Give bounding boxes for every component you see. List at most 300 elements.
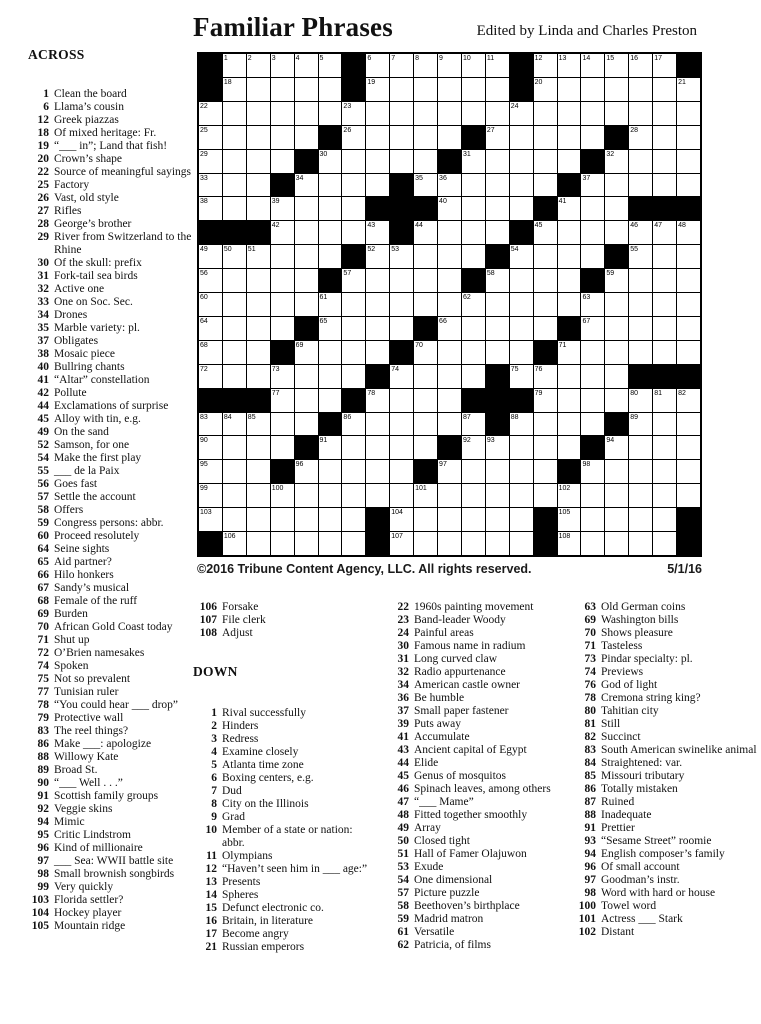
grid-cell[interactable] [438, 293, 461, 316]
grid-cell[interactable] [319, 389, 342, 412]
clue-item[interactable] [28, 192, 194, 205]
grid-cell[interactable] [366, 221, 389, 244]
grid-cell[interactable] [558, 508, 581, 531]
clue-item[interactable] [572, 692, 760, 705]
grid-cell[interactable] [629, 508, 652, 531]
grid-cell[interactable] [414, 293, 437, 316]
grid-cell[interactable] [199, 150, 222, 173]
grid-cell[interactable] [247, 102, 270, 125]
grid-cell[interactable] [653, 269, 676, 292]
clue-item[interactable] [572, 640, 760, 653]
grid-cell[interactable] [295, 293, 318, 316]
clue-item[interactable] [28, 270, 194, 283]
clue-item[interactable] [28, 595, 194, 608]
grid-cell[interactable] [677, 269, 700, 292]
grid-cell[interactable] [605, 341, 628, 364]
grid-cell[interactable] [558, 78, 581, 101]
grid-cell[interactable] [462, 413, 485, 436]
grid-cell[interactable] [486, 484, 509, 507]
grid-cell[interactable] [247, 150, 270, 173]
grid-cell[interactable] [199, 174, 222, 197]
grid-cell[interactable] [534, 317, 557, 340]
clue-item[interactable] [193, 863, 378, 876]
clue-item[interactable] [28, 803, 194, 816]
grid-cell[interactable] [223, 174, 246, 197]
grid-cell[interactable] [581, 78, 604, 101]
grid-cell[interactable] [390, 508, 413, 531]
clue-item[interactable] [385, 679, 567, 692]
grid-cell[interactable] [390, 78, 413, 101]
grid-cell[interactable] [605, 269, 628, 292]
grid-cell[interactable] [414, 341, 437, 364]
grid-cell[interactable] [223, 317, 246, 340]
grid-cell[interactable] [366, 150, 389, 173]
clue-item[interactable] [385, 822, 567, 835]
clue-item[interactable] [193, 876, 378, 889]
clue-item[interactable] [28, 543, 194, 556]
grid-cell[interactable] [414, 245, 437, 268]
clue-item[interactable] [28, 387, 194, 400]
clue-item[interactable] [28, 452, 194, 465]
grid-cell[interactable] [677, 413, 700, 436]
grid-cell[interactable] [438, 245, 461, 268]
grid-cell[interactable] [486, 436, 509, 459]
clue-item[interactable] [28, 868, 194, 881]
grid-cell[interactable] [653, 317, 676, 340]
clue-item[interactable] [28, 556, 194, 569]
clue-item[interactable] [28, 673, 194, 686]
grid-cell[interactable] [319, 532, 342, 555]
clue-item[interactable] [385, 757, 567, 770]
clue-item[interactable] [385, 796, 567, 809]
grid-cell[interactable] [510, 508, 533, 531]
clue-item[interactable] [28, 205, 194, 218]
clue-item[interactable] [28, 153, 194, 166]
grid-cell[interactable] [342, 341, 365, 364]
grid-cell[interactable] [199, 197, 222, 220]
grid-cell[interactable] [677, 293, 700, 316]
grid-cell[interactable] [342, 102, 365, 125]
grid-cell[interactable] [342, 317, 365, 340]
grid-cell[interactable] [271, 197, 294, 220]
clue-item[interactable] [28, 283, 194, 296]
grid-cell[interactable] [486, 341, 509, 364]
grid-cell[interactable] [462, 436, 485, 459]
clue-item[interactable] [385, 692, 567, 705]
grid-cell[interactable] [653, 221, 676, 244]
grid-cell[interactable] [199, 317, 222, 340]
clue-item[interactable] [28, 166, 194, 179]
grid-cell[interactable] [629, 341, 652, 364]
grid-cell[interactable] [629, 317, 652, 340]
grid-cell[interactable] [605, 102, 628, 125]
grid-cell[interactable] [414, 532, 437, 555]
clue-item[interactable] [572, 900, 760, 913]
grid-cell[interactable] [534, 269, 557, 292]
grid-cell[interactable] [319, 341, 342, 364]
grid-cell[interactable] [462, 78, 485, 101]
grid-cell[interactable] [319, 174, 342, 197]
clue-item[interactable] [193, 928, 378, 941]
grid-cell[interactable] [414, 365, 437, 388]
grid-cell[interactable] [558, 269, 581, 292]
grid-cell[interactable] [462, 54, 485, 77]
grid-cell[interactable] [271, 436, 294, 459]
clue-item[interactable] [385, 666, 567, 679]
grid-cell[interactable] [558, 126, 581, 149]
clue-item[interactable] [28, 530, 194, 543]
clue-item[interactable] [385, 861, 567, 874]
clue-item[interactable] [28, 764, 194, 777]
grid-cell[interactable] [271, 150, 294, 173]
grid-cell[interactable] [653, 293, 676, 316]
grid-cell[interactable] [366, 269, 389, 292]
grid-cell[interactable] [342, 293, 365, 316]
grid-cell[interactable] [605, 221, 628, 244]
clue-item[interactable] [193, 798, 378, 811]
grid-cell[interactable] [510, 150, 533, 173]
grid-cell[interactable] [558, 389, 581, 412]
grid-cell[interactable] [390, 460, 413, 483]
grid-cell[interactable] [462, 365, 485, 388]
clue-item[interactable] [28, 335, 194, 348]
grid-cell[interactable] [247, 532, 270, 555]
clue-item[interactable] [28, 686, 194, 699]
clue-item[interactable] [28, 88, 194, 101]
grid-cell[interactable] [677, 221, 700, 244]
grid-cell[interactable] [271, 126, 294, 149]
grid-cell[interactable] [414, 102, 437, 125]
grid-cell[interactable] [581, 341, 604, 364]
clue-item[interactable] [193, 915, 378, 928]
grid-cell[interactable] [677, 341, 700, 364]
grid-cell[interactable] [271, 78, 294, 101]
grid-cell[interactable] [677, 150, 700, 173]
clue-item[interactable] [28, 296, 194, 309]
grid-cell[interactable] [438, 508, 461, 531]
grid-cell[interactable] [534, 293, 557, 316]
clue-item[interactable] [28, 660, 194, 673]
grid-cell[interactable] [558, 293, 581, 316]
grid-cell[interactable] [223, 508, 246, 531]
grid-cell[interactable] [295, 532, 318, 555]
grid-cell[interactable] [199, 484, 222, 507]
grid-cell[interactable] [581, 532, 604, 555]
grid-cell[interactable] [653, 460, 676, 483]
grid-cell[interactable] [534, 221, 557, 244]
clue-item[interactable] [385, 705, 567, 718]
clue-item[interactable] [193, 941, 378, 954]
clue-item[interactable] [28, 855, 194, 868]
grid-cell[interactable] [581, 365, 604, 388]
grid-cell[interactable] [271, 508, 294, 531]
clue-item[interactable] [28, 465, 194, 478]
grid-cell[interactable] [414, 484, 437, 507]
grid-cell[interactable] [223, 54, 246, 77]
grid-cell[interactable] [534, 413, 557, 436]
clue-item[interactable] [193, 772, 378, 785]
grid-cell[interactable] [199, 413, 222, 436]
grid-cell[interactable] [510, 460, 533, 483]
grid-cell[interactable] [342, 460, 365, 483]
grid-cell[interactable] [366, 126, 389, 149]
grid-cell[interactable] [438, 484, 461, 507]
clue-item[interactable] [572, 614, 760, 627]
clue-item[interactable] [28, 218, 194, 231]
grid-cell[interactable] [581, 174, 604, 197]
grid-cell[interactable] [366, 174, 389, 197]
grid-cell[interactable] [462, 341, 485, 364]
clue-item[interactable] [572, 913, 760, 926]
grid-cell[interactable] [653, 174, 676, 197]
grid-cell[interactable] [534, 126, 557, 149]
grid-cell[interactable] [247, 174, 270, 197]
grid-cell[interactable] [295, 126, 318, 149]
clue-item[interactable] [28, 309, 194, 322]
grid-cell[interactable] [629, 413, 652, 436]
grid-cell[interactable] [510, 532, 533, 555]
grid-cell[interactable] [558, 484, 581, 507]
clue-item[interactable] [28, 179, 194, 192]
grid-cell[interactable] [605, 317, 628, 340]
grid-cell[interactable] [366, 389, 389, 412]
grid-cell[interactable] [319, 508, 342, 531]
grid-cell[interactable] [486, 221, 509, 244]
grid-cell[interactable] [438, 102, 461, 125]
clue-item[interactable] [193, 746, 378, 759]
grid-cell[interactable] [366, 413, 389, 436]
grid-cell[interactable] [629, 460, 652, 483]
grid-cell[interactable] [438, 269, 461, 292]
grid-cell[interactable] [342, 413, 365, 436]
grid-cell[interactable] [581, 54, 604, 77]
grid-cell[interactable] [438, 54, 461, 77]
grid-cell[interactable] [510, 245, 533, 268]
grid-cell[interactable] [319, 317, 342, 340]
clue-item[interactable] [28, 231, 194, 257]
clue-item[interactable] [28, 426, 194, 439]
grid-cell[interactable] [677, 317, 700, 340]
clue-item[interactable] [28, 114, 194, 127]
grid-cell[interactable] [319, 436, 342, 459]
clue-item[interactable] [28, 751, 194, 764]
grid-cell[interactable] [342, 508, 365, 531]
grid-cell[interactable] [653, 245, 676, 268]
grid-cell[interactable] [247, 460, 270, 483]
grid-cell[interactable] [366, 460, 389, 483]
grid-cell[interactable] [558, 54, 581, 77]
grid-cell[interactable] [534, 174, 557, 197]
clue-item[interactable] [28, 920, 194, 933]
clue-item[interactable] [385, 731, 567, 744]
grid-cell[interactable] [653, 484, 676, 507]
grid-cell[interactable] [271, 317, 294, 340]
grid-cell[interactable] [629, 436, 652, 459]
grid-cell[interactable] [486, 532, 509, 555]
clue-item[interactable] [28, 478, 194, 491]
grid-cell[interactable] [510, 341, 533, 364]
clue-item[interactable] [193, 733, 378, 746]
grid-cell[interactable] [366, 341, 389, 364]
grid-cell[interactable] [581, 126, 604, 149]
grid-cell[interactable] [319, 293, 342, 316]
grid-cell[interactable] [247, 197, 270, 220]
clue-item[interactable] [28, 400, 194, 413]
clue-item[interactable] [385, 809, 567, 822]
grid-cell[interactable] [510, 484, 533, 507]
clue-item[interactable] [385, 614, 567, 627]
clue-item[interactable] [572, 627, 760, 640]
grid-cell[interactable] [342, 484, 365, 507]
clue-item[interactable] [193, 785, 378, 798]
grid-cell[interactable] [199, 341, 222, 364]
grid-cell[interactable] [319, 54, 342, 77]
grid-cell[interactable] [510, 269, 533, 292]
grid-cell[interactable] [629, 174, 652, 197]
grid-cell[interactable] [510, 102, 533, 125]
grid-cell[interactable] [414, 150, 437, 173]
grid-cell[interactable] [271, 484, 294, 507]
grid-cell[interactable] [486, 126, 509, 149]
grid-cell[interactable] [629, 102, 652, 125]
grid-cell[interactable] [486, 102, 509, 125]
grid-cell[interactable] [438, 221, 461, 244]
grid-cell[interactable] [677, 436, 700, 459]
grid-cell[interactable] [462, 245, 485, 268]
grid-cell[interactable] [366, 317, 389, 340]
clue-item[interactable] [572, 783, 760, 796]
grid-cell[interactable] [605, 54, 628, 77]
grid-cell[interactable] [319, 460, 342, 483]
grid-cell[interactable] [558, 245, 581, 268]
grid-cell[interactable] [653, 150, 676, 173]
grid-cell[interactable] [581, 245, 604, 268]
grid-cell[interactable] [295, 221, 318, 244]
grid-cell[interactable] [510, 317, 533, 340]
grid-cell[interactable] [438, 389, 461, 412]
grid-cell[interactable] [223, 126, 246, 149]
grid-cell[interactable] [462, 221, 485, 244]
clue-item[interactable] [572, 861, 760, 874]
grid-cell[interactable] [462, 197, 485, 220]
grid-cell[interactable] [390, 293, 413, 316]
grid-cell[interactable] [510, 365, 533, 388]
clue-item[interactable] [28, 608, 194, 621]
grid-cell[interactable] [605, 532, 628, 555]
grid-cell[interactable] [199, 365, 222, 388]
grid-cell[interactable] [438, 532, 461, 555]
clue-item[interactable] [28, 504, 194, 517]
grid-cell[interactable] [510, 174, 533, 197]
grid-cell[interactable] [581, 197, 604, 220]
grid-cell[interactable] [223, 413, 246, 436]
grid-cell[interactable] [342, 221, 365, 244]
grid-cell[interactable] [581, 221, 604, 244]
grid-cell[interactable] [558, 197, 581, 220]
grid-cell[interactable] [247, 436, 270, 459]
grid-cell[interactable] [247, 365, 270, 388]
grid-cell[interactable] [247, 484, 270, 507]
grid-cell[interactable] [677, 245, 700, 268]
grid-cell[interactable] [462, 102, 485, 125]
clue-item[interactable] [572, 705, 760, 718]
grid-cell[interactable] [223, 341, 246, 364]
grid-cell[interactable] [486, 317, 509, 340]
grid-cell[interactable] [223, 460, 246, 483]
grid-cell[interactable] [390, 126, 413, 149]
grid-cell[interactable] [295, 197, 318, 220]
grid-cell[interactable] [677, 174, 700, 197]
grid-cell[interactable] [319, 221, 342, 244]
grid-cell[interactable] [558, 532, 581, 555]
clue-item[interactable] [572, 666, 760, 679]
clue-item[interactable] [28, 816, 194, 829]
grid-cell[interactable] [581, 413, 604, 436]
clue-item[interactable] [28, 829, 194, 842]
grid-cell[interactable] [319, 365, 342, 388]
grid-cell[interactable] [677, 126, 700, 149]
grid-cell[interactable] [653, 126, 676, 149]
grid-cell[interactable] [223, 245, 246, 268]
grid-cell[interactable] [199, 126, 222, 149]
grid-cell[interactable] [295, 460, 318, 483]
clue-item[interactable] [28, 634, 194, 647]
grid-cell[interactable] [295, 508, 318, 531]
clue-item[interactable] [193, 850, 378, 863]
grid-cell[interactable] [605, 365, 628, 388]
grid-cell[interactable] [653, 102, 676, 125]
grid-cell[interactable] [653, 532, 676, 555]
grid-cell[interactable] [534, 436, 557, 459]
clue-item[interactable] [193, 889, 378, 902]
grid-cell[interactable] [295, 365, 318, 388]
grid-cell[interactable] [438, 174, 461, 197]
clue-item[interactable] [28, 348, 194, 361]
grid-cell[interactable] [581, 460, 604, 483]
grid-cell[interactable] [414, 174, 437, 197]
grid-cell[interactable] [390, 413, 413, 436]
grid-cell[interactable] [462, 532, 485, 555]
clue-item[interactable] [572, 926, 760, 939]
grid-cell[interactable] [366, 293, 389, 316]
grid-cell[interactable] [199, 508, 222, 531]
grid-cell[interactable] [653, 341, 676, 364]
grid-cell[interactable] [390, 54, 413, 77]
grid-cell[interactable] [438, 78, 461, 101]
grid-cell[interactable] [223, 78, 246, 101]
grid-cell[interactable] [271, 365, 294, 388]
grid-cell[interactable] [247, 293, 270, 316]
grid-cell[interactable] [295, 413, 318, 436]
grid-cell[interactable] [629, 54, 652, 77]
clue-item[interactable] [193, 707, 378, 720]
grid-cell[interactable] [653, 436, 676, 459]
grid-cell[interactable] [510, 293, 533, 316]
clue-item[interactable] [385, 939, 567, 952]
grid-cell[interactable] [295, 245, 318, 268]
grid-cell[interactable] [510, 126, 533, 149]
grid-cell[interactable] [319, 245, 342, 268]
grid-cell[interactable] [629, 389, 652, 412]
grid-cell[interactable] [581, 317, 604, 340]
grid-cell[interactable] [438, 197, 461, 220]
grid-cell[interactable] [366, 245, 389, 268]
grid-cell[interactable] [558, 150, 581, 173]
grid-cell[interactable] [390, 365, 413, 388]
grid-cell[interactable] [199, 436, 222, 459]
clue-item[interactable] [572, 601, 760, 614]
grid-cell[interactable] [510, 197, 533, 220]
